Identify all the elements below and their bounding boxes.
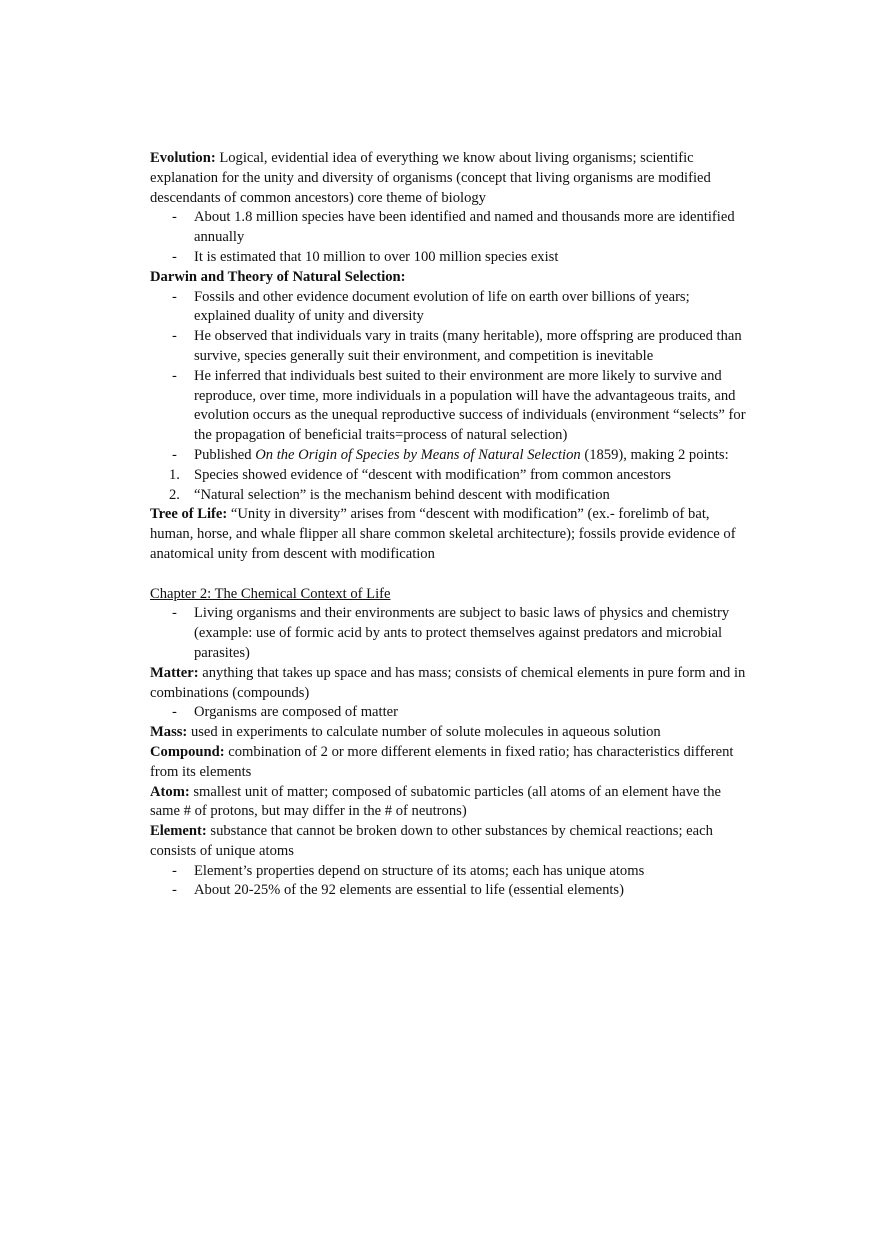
compound-definition: combination of 2 or more different elements in fixed ratio; has characteristics different from its elements: [150, 743, 734, 780]
list-item: - Fossils and other evidence document evolution of life on earth over billions of years; explained duality of unity and diversity: [194, 288, 750, 328]
compound-paragraph: [150, 743, 750, 783]
matter-bullets: [150, 703, 750, 723]
darwin-points: [150, 466, 750, 506]
published-post: (1859), making 2 points:: [580, 446, 729, 463]
matter-term: Matter:: [150, 664, 199, 681]
mass-definition: used in experiments to calculate number of solute molecules in aqueous solution: [187, 724, 661, 741]
book-title: On the Origin of Species by Means of Natural Selection: [255, 446, 581, 463]
matter-definition: anything that takes up space and has mass; consists of chemical elements in pure form and in combinations (compounds): [150, 664, 746, 701]
evolution-bullets: [150, 208, 750, 267]
chapter-bullets: [150, 604, 750, 663]
item-number: 1.: [169, 466, 180, 483]
list-item: - Element’s properties depend on structure of its atoms; each has unique atoms: [194, 862, 750, 882]
list-item: - He inferred that individuals best suited to their environment are more likely to survive and reproduce, over time, more individuals in a population will have the advantageous traits, and evolution occurs as the unequal reproductive success of individuals (environment “selects” for the propagation of beneficial traits=process of natural selection): [194, 367, 750, 446]
mass-paragraph: [150, 723, 750, 743]
matter-paragraph: [150, 664, 750, 704]
tree-definition: “Unity in diversity” arises from “descent with modification” (ex.- forelimb of bat, human, horse, and whale flipper all share common skeletal architecture); fossils provide evidence of anatomical unity from descent with modification: [150, 506, 736, 562]
item-text: Species showed evidence of “descent with modification” from common ancestors: [194, 466, 671, 483]
darwin-bullets: [150, 288, 750, 466]
list-item: - About 20-25% of the 92 elements are essential to life (essential elements): [194, 881, 750, 901]
evolution-definition: Logical, evidential idea of everything we know about living organisms; scientific explanation for the unity and diversity of organisms (concept that living organisms are modified descendants of common ancestors) core theme of biology: [150, 150, 711, 206]
item-text: “Natural selection” is the mechanism behind descent with modification: [194, 486, 610, 503]
element-term: Element:: [150, 823, 207, 840]
list-item: - Organisms are composed of matter: [194, 703, 750, 723]
chapter-title: [150, 585, 750, 605]
numbered-item: [169, 466, 750, 486]
element-bullets: [150, 862, 750, 902]
tree-term: Tree of Life:: [150, 506, 228, 523]
compound-term: Compound:: [150, 743, 225, 760]
mass-term: Mass:: [150, 724, 188, 741]
evolution-term: Evolution:: [150, 150, 216, 166]
numbered-item: [169, 486, 750, 506]
notes-body: [150, 149, 750, 901]
spacer: [150, 565, 750, 585]
chapter-title-text: Chapter 2: The Chemical Context of Life: [150, 585, 391, 602]
atom-term: Atom:: [150, 783, 190, 800]
list-item: - It is estimated that 10 million to over 100 million species exist: [194, 248, 750, 268]
list-item: - He observed that individuals vary in traits (many heritable), more offspring are produced than survive, species generally suit their environment, and competition is inevitable: [194, 327, 750, 367]
element-definition: substance that cannot be broken down to other substances by chemical reactions; each consists of unique atoms: [150, 823, 713, 859]
atom-paragraph: [150, 783, 750, 823]
list-item: - About 1.8 million species have been identified and named and thousands more are identified annually: [194, 208, 750, 248]
darwin-heading: [150, 268, 750, 288]
evolution-paragraph: [150, 149, 750, 208]
element-paragraph: [150, 822, 750, 862]
list-item: - Living organisms and their environments are subject to basic laws of physics and chemistry (example: use of formic acid by ants to protect themselves against predators and microbial parasites): [194, 604, 750, 663]
atom-definition: smallest unit of matter; composed of subatomic particles (all atoms of an element have the same # of protons, but may differ in the # of neutrons): [150, 783, 722, 820]
published-pre: Published: [194, 446, 256, 463]
list-item-published: [194, 446, 750, 466]
tree-of-life-paragraph: [150, 505, 750, 564]
item-number: 2.: [169, 486, 180, 503]
darwin-heading-text: Darwin and Theory of Natural Selection:: [150, 268, 406, 285]
